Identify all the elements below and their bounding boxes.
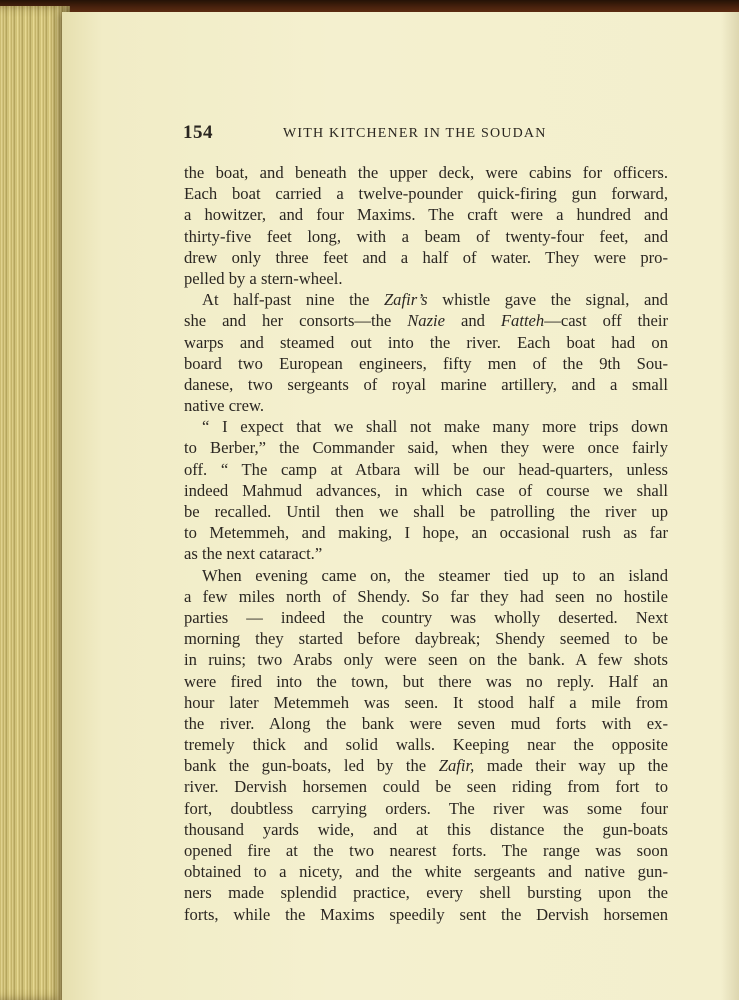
text-line: hour later Metemmeh was seen. It stood half a mile from — [184, 692, 668, 712]
running-head — [183, 122, 669, 146]
text-line: river. Dervish horsemen could be seen riding from fort to — [184, 777, 668, 797]
text-line: to Berber,” the Commander said, when they were once fairly — [184, 438, 668, 458]
text-run: and — [445, 311, 501, 331]
text-run: she and her consorts—the — [184, 311, 408, 331]
body-text — [184, 162, 668, 925]
text-run: made their way up the — [474, 756, 668, 776]
text-line: forts, while the Maxims speedily sent the Dervish horsemen — [184, 904, 668, 924]
text-line: fort, doubtless carrying orders. The river was some four — [184, 798, 668, 818]
text-line: Each boat carried a twelve-pounder quick-firing gun forward, — [184, 184, 668, 204]
running-title: WITH KITCHENER IN THE SOUDAN — [283, 126, 547, 141]
text-line: the boat, and beneath the upper deck, were cabins for officers. — [184, 163, 668, 182]
text-line: in ruins; two Arabs only were seen on the bank. A few shots — [184, 650, 668, 670]
ship-name: Fatteh — [500, 311, 545, 331]
text-line: opened fire at the two nearest forts. The range was soon — [184, 841, 668, 860]
text-line: off. “ The camp at Atbara will be our head-quarters, unless — [184, 459, 668, 479]
text-line: drew only three feet and a half of water. They were pro- — [184, 247, 668, 267]
text-line: be recalled. Until then we shall be patrolling the river up — [184, 502, 668, 521]
text-line: When evening came on, the steamer tied up to an island — [202, 565, 668, 585]
text-line: a howitzer, and four Maxims. The craft were a hundred and — [184, 205, 668, 225]
text-line: thirty-five feet long, with a beam of twenty-four feet, and — [184, 226, 668, 246]
text-line: danese, two sergeants of royal marine artillery, and a small — [184, 374, 668, 394]
text-run: At half-past nine the — [202, 290, 384, 310]
text-line — [184, 310, 668, 331]
text-line: pelled by a stern-wheel. — [184, 268, 343, 288]
text-line: “ I expect that we shall not make many more trips down — [202, 417, 668, 437]
page-number: 154 — [183, 122, 213, 143]
text-line: the river. Along the bank were seven mud forts with ex- — [184, 713, 668, 733]
text-run: whistle gave the signal, and — [427, 290, 668, 310]
text-run: bank the gun-boats, led by the — [184, 756, 439, 776]
text-line: obtained to a nicety, and the white sergeants and native gun- — [184, 862, 668, 882]
text-line: as the next cataract.” — [184, 544, 323, 564]
text-line: parties — indeed the country was wholly deserted. Next — [184, 607, 668, 627]
text-line: board two European engineers, fifty men of the 9th Sou- — [184, 353, 668, 373]
text-line: to Metemmeh, and making, I hope, an occasional rush as far — [184, 523, 668, 543]
text-line: warps and steamed out into the river. Each boat had on — [184, 332, 668, 352]
ship-name: Zafir’s — [383, 290, 428, 310]
text-line: a few miles north of Shendy. So far they had seen no hostile — [184, 586, 668, 606]
text-run: —cast off their — [544, 311, 668, 331]
text-line: thousand yards wide, and at this distance the gun-boats — [184, 819, 668, 839]
page-edges — [0, 6, 70, 1000]
ship-name: Nazie — [407, 311, 446, 331]
text-line: native crew. — [184, 396, 265, 416]
ship-name: Zafir, — [438, 756, 475, 776]
text-line: tremely thick and solid walls. Keeping near the opposite — [184, 735, 668, 755]
text-line: indeed Mahmud advances, in which case of course we shall — [184, 480, 668, 500]
text-line — [184, 755, 668, 776]
text-line: ners made splendid practice, every shell bursting upon the — [184, 883, 668, 903]
text-line: were fired into the town, but there was no reply. Half an — [184, 671, 668, 691]
text-line: morning they started before daybreak; Shendy seemed to be — [184, 629, 668, 649]
text-line — [184, 289, 668, 310]
